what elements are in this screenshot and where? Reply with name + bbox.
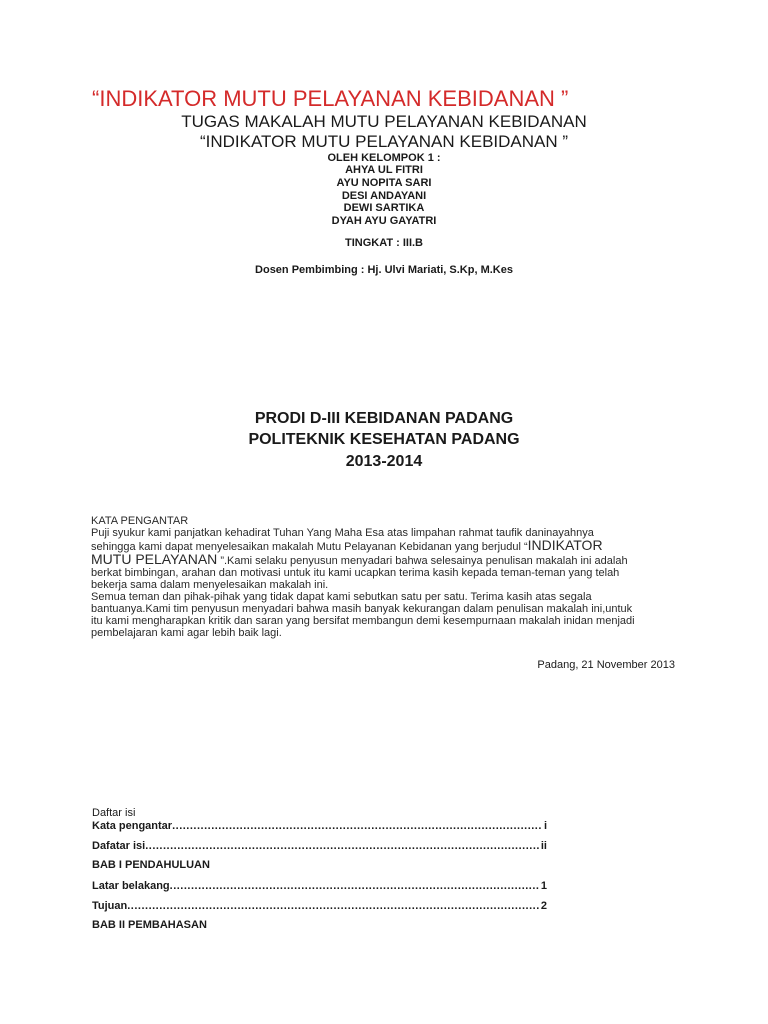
toc-entry[interactable] (92, 900, 547, 912)
preface-line: Puji syukur kami panjatkan kehadirat Tuhan Yang Maha Esa atas limpahan rahmat taufik daninayahnya (91, 527, 594, 539)
preface-text: ”.Kami selaku penyusun menyadari bahwa selesainya penulisan makalah ini adalah (217, 555, 628, 567)
toc-entry-page: ii (540, 840, 547, 852)
preface-title-inline: INDIKATOR (527, 537, 603, 553)
toc-entry[interactable] (92, 820, 547, 832)
toc-entry[interactable] (92, 880, 547, 892)
toc-leader-dots (172, 820, 542, 832)
toc-entry-page: i (543, 820, 547, 832)
toc-chapter-label: BAB II PEMBAHASAN (92, 919, 207, 931)
academic-year: 2013-2014 (345, 453, 423, 470)
class-level: TINGKAT : III.B (344, 237, 423, 249)
toc-entry-label: Kata pengantar (92, 820, 173, 832)
member-name: DESI ANDAYANI (341, 190, 427, 202)
toc-leader-dots (145, 840, 539, 852)
toc-leader-dots (127, 900, 539, 912)
toc-chapter[interactable] (92, 859, 547, 871)
toc-entry-label: Dafatar isi (92, 840, 146, 852)
member-name: AYU NOPITA SARI (336, 177, 432, 189)
toc-heading: Daftar isi (92, 807, 136, 819)
preface-line: berkat bimbingan, arahan dan motivasi untuk itu kami ucapkan terima kasih kepada teman-teman yang telah (91, 567, 620, 579)
preface-line: bekerja sama dalam menyelesaikan makalah ini. (91, 579, 329, 591)
member-name: DYAH AYU GAYATRI (331, 215, 437, 227)
group-label: OLEH KELOMPOK 1 : (327, 152, 441, 164)
cover-red-title: “INDIKATOR MUTU PELAYANAN KEBIDANAN ” (92, 86, 569, 111)
institution-line: POLITEKNIK KESEHATAN PADANG (248, 431, 520, 448)
toc-entry[interactable] (92, 840, 547, 852)
cover-subtitle-1: TUGAS MAKALAH MUTU PELAYANAN KEBIDANAN (181, 112, 587, 131)
preface-line: pembelajaran kami agar lebih baik lagi. (91, 627, 282, 639)
preface-title-inline: MUTU PELAYANAN (91, 551, 218, 567)
toc-leader-dots (170, 880, 539, 892)
supervisor: Dosen Pembimbing : Hj. Ulvi Mariati, S.Kp, M.Kes (255, 264, 513, 276)
toc-entry-page: 1 (540, 880, 547, 892)
preface-line: Semua teman dan pihak-pihak yang tidak dapat kami sebutkan satu per satu. Terima kasih atas segala (91, 591, 592, 603)
member-name: DEWI SARTIKA (343, 202, 425, 214)
preface-line: bantuanya.Kami tim penyusun menyadari bahwa masih banyak kekurangan dalam penulisan makalah ini,untuk (91, 603, 633, 615)
toc-chapter-label: BAB I PENDAHULUAN (92, 859, 210, 871)
institution-line: PRODI D-III KEBIDANAN PADANG (254, 410, 514, 427)
preface-heading: KATA PENGANTAR (91, 515, 189, 527)
toc-entry-page: 2 (540, 900, 547, 912)
toc-chapter[interactable] (92, 919, 547, 931)
cover-subtitle-2: “INDIKATOR MUTU PELAYANAN KEBIDANAN ” (199, 132, 569, 151)
toc-entry-label: Latar belakang (92, 880, 170, 892)
toc-entry-label: Tujuan (92, 900, 128, 912)
preface-text: sehingga kami dapat menyelesaikan makalah Mutu Pelayanan Kebidanan yang berjudul “ (91, 541, 528, 553)
preface-date: Padang, 21 November 2013 (537, 659, 675, 671)
table-of-contents (92, 0, 547, 1024)
preface-line: itu kami mengharapkan kritik dan saran yang bersifat membangun demi kesempurnaan makalah inidan menjadi (91, 615, 635, 627)
member-name: AHYA UL FITRI (345, 164, 423, 176)
